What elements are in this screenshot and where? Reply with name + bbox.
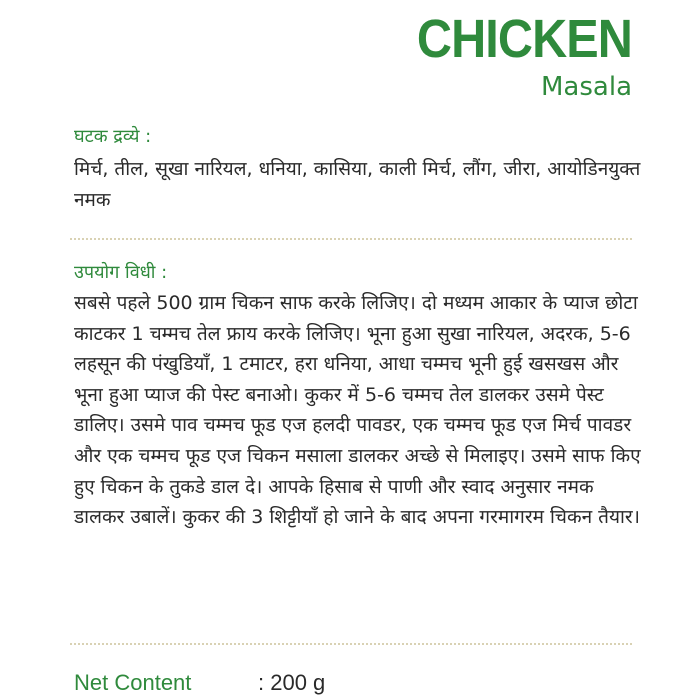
product-title: CHICKEN (416, 9, 632, 69)
net-content-label: Net Content (74, 670, 192, 695)
net-content-row (74, 668, 634, 698)
product-subtitle: Masala (541, 72, 632, 102)
usage-text: सबसे पहले 500 ग्राम चिकन साफ करके लिजिए। दो मध्यम आकार के प्याज छोटा काटकर 1 चम्मच तेल फ्राय करके लिजिए। भूना हुआ सुखा नारियल, अदरक, 5-6 लहसून की पंखुडियाँ, 1 टमाटर, हरा धनिया, आधा चम्मच भूनी हुई खसखस और भूना हुआ प्याज की पेस्ट बनाओ। कुकर में 5-6 चम्मच तेल डालकर उसमे पेस्ट डालिए। उसमे पाव चम्मच फूड एज हलदी पावडर, एक चम्मच फूड एज मिर्च पावडर और एक चम्मच फूड एज चिकन मसाला डालकर अच्छे से मिलाइए। उसमे साफ किए हुए चिकन के तुकडे डाल दे। आपके हिसाब से पाणी और स्वाद अनुसार नमक डालकर उबालें। कुकर की 3 शिट्टीयाँ हो जाने के बाद अपना गरमागरम चिकन तैयार। (74, 292, 641, 529)
usage-section (74, 260, 644, 533)
section-divider (70, 643, 632, 645)
section-divider (70, 238, 632, 240)
ingredients-heading: घटक द्रव्ये : (74, 126, 152, 147)
usage-heading: उपयोग विधी : (74, 262, 168, 283)
net-content-value: : 200 g (258, 670, 326, 695)
ingredients-section (74, 124, 644, 215)
ingredients-text: मिर्च, तील, सूखा नारियल, धनिया, कासिया, काली मिर्च, लौंग, जीरा, आयोडिनयुक्त नमक (74, 158, 641, 211)
